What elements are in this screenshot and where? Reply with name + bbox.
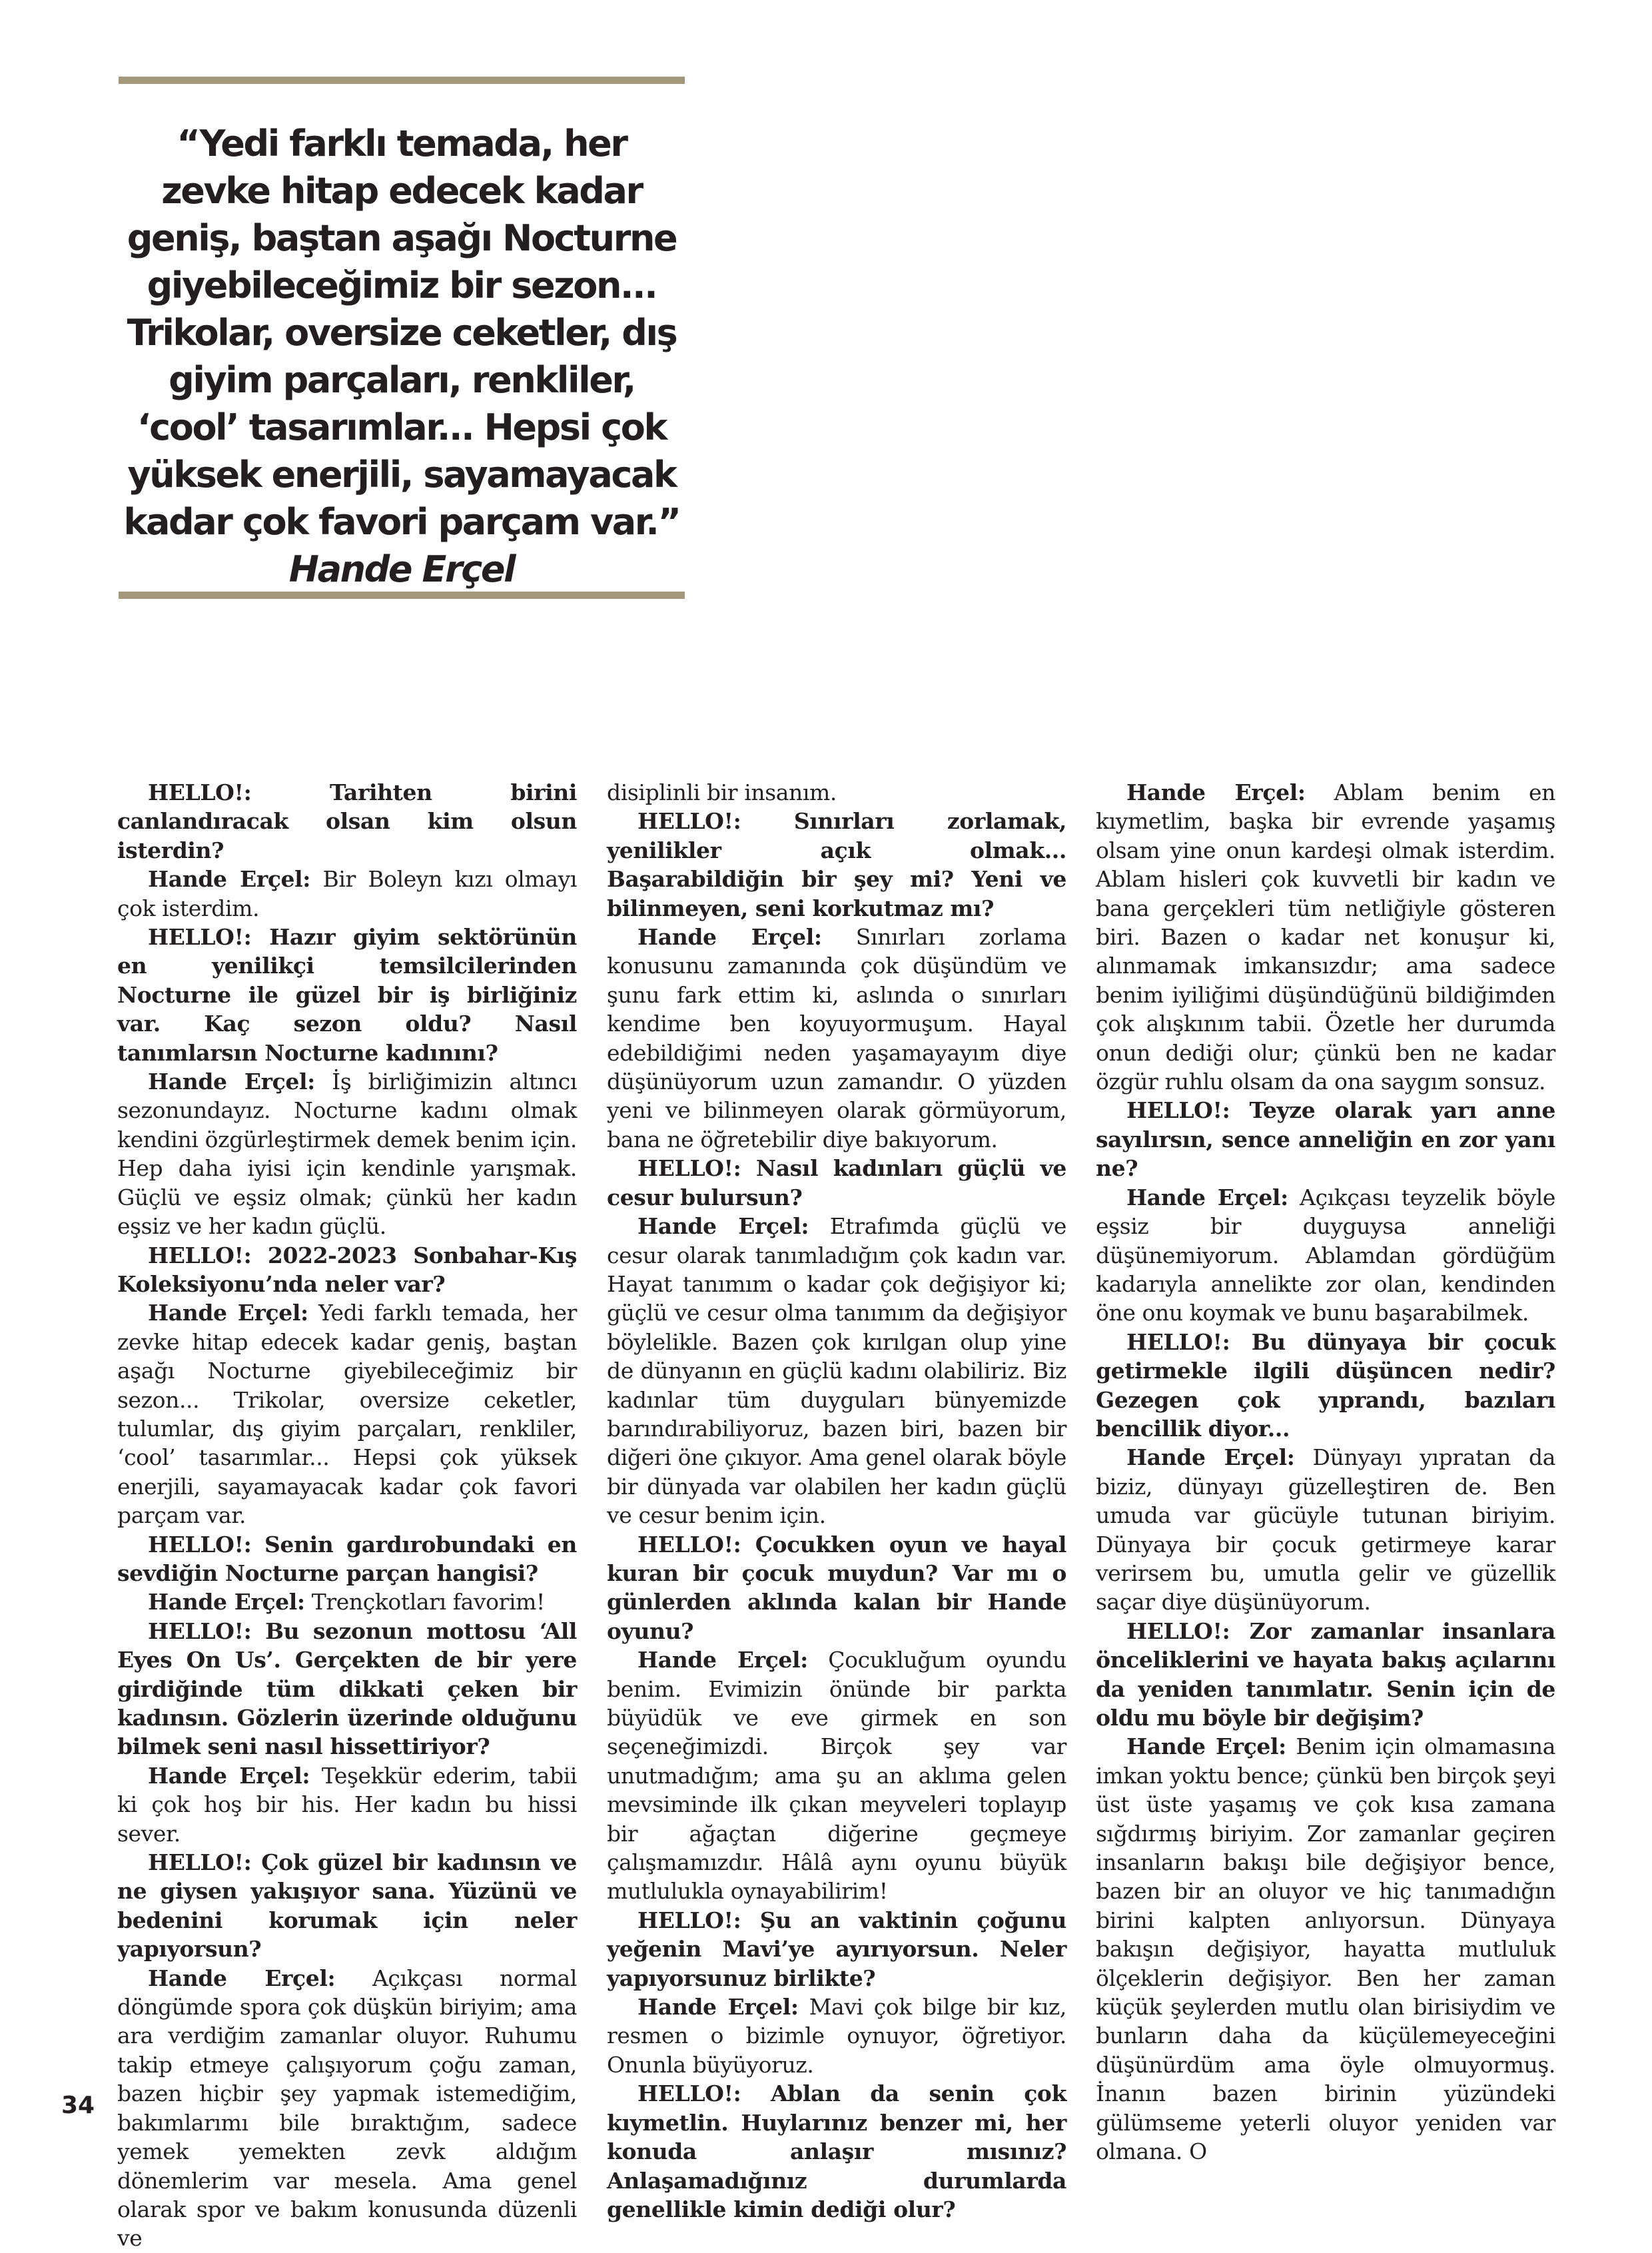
interview-question [607, 1154, 1066, 1212]
question-text: Hazır giyim sektörünün en yenilikçi temsilcilerinden Nocturne ile güzel bir iş birliğiniz var. Kaç sezon oldu? Nasıl tanımlarsın Nocturne kadınını? [117, 924, 577, 1066]
answer-text: Mavi çok bilge bir kız, resmen o bizimle oynuyor, öğretiyor. Onunla büyüyoruz. [607, 1994, 1066, 2078]
interview-question [1096, 1096, 1555, 1182]
speaker-label: Hande Erçel: [148, 1069, 315, 1095]
interview-question [117, 1241, 577, 1299]
question-text: Çok güzel bir kadınsın ve ne giysen yakışıyor sana. Yüzünü ve bedenini korumak için neler yapıyorsun? [117, 1849, 577, 1963]
interview-answer [117, 1067, 577, 1240]
speaker-label: HELLO!: [148, 779, 252, 805]
interview-question [117, 1848, 577, 1964]
question-text: Zor zamanlar insanlara önceliklerini ve hayata bakış açılarını da yeniden tanımlatır. Senin için de oldu mu böyle bir değişim? [1096, 1617, 1555, 1731]
question-text: Bu dünyaya bir çocuk getirmekle ilgili düşüncen nedir? Gezegen çok yıprandı, bazıları bencillik diyor... [1096, 1328, 1555, 1442]
speaker-label: HELLO!: [148, 1849, 252, 1876]
speaker-label: Hande Erçel: [1126, 1733, 1286, 1760]
interview-question [607, 2079, 1066, 2224]
speaker-label: HELLO!: [1126, 1097, 1230, 1124]
page-number: 34 [61, 2092, 95, 2119]
speaker-label: Hande Erçel: [1126, 1444, 1295, 1471]
speaker-label: HELLO!: [637, 1531, 741, 1558]
interview-answer [117, 865, 577, 923]
interview-answer [117, 1587, 577, 1616]
answer-text: Açıkçası normal döngümde spora çok düşkün biriyim; ama ara verdiğim zamanlar oluyor. Ruhumu takip etmeye çalışıyorum çoğu zaman, bazen hiçbir şey yapmak istemediğim, bakımlarımı bile bıraktığım, sadece yemek yemekten zevk aldığım dönemlerim var mesela. Ama genel olarak spor ve bakım konusunda düzenli ve [117, 1965, 577, 2252]
answer-text: İş birliğimizin altıncı sezonundayız. Nocturne kadını olmak kendini özgürleştirmek demek benim için. Hep daha iyisi için kendinle yarışmak. Güçlü ve eşsiz olmak; çünkü her kadın eşsiz ve her kadın güçlü. [117, 1069, 577, 1240]
answer-text: Dünyayı yıpratan da biziz, dünyayı güzelleştiren de. Ben umuda var gücüyle tutunan biriyim. Dünyaya bir çocuk getirmeye karar verirsem bu, umutla gelir ve güzellik saçar diye düşünüyorum. [1096, 1444, 1555, 1615]
question-text: Şu an vaktinin çoğunu yeğenin Mavi’ye ayırıyorsun. Neler yapıyorsunuz birlikte? [607, 1907, 1066, 1991]
interview-question [607, 807, 1066, 923]
interview-question [117, 923, 577, 1067]
interview-question [1096, 1328, 1555, 1444]
interview-answer [117, 1964, 577, 2253]
article-column-1 [117, 778, 577, 2252]
speaker-label: HELLO!: [637, 2080, 741, 2107]
speaker-label: Hande Erçel: [637, 924, 822, 951]
speaker-label: Hande Erçel: [637, 1994, 799, 2021]
bottom-rule [119, 592, 685, 599]
interview-answer [117, 1761, 577, 1848]
answer-text: Etrafımda güçlü ve cesur olarak tanımladığım çok kadın var. Hayat tanımım o kadar çok değişiyor ki; güçlü ve cesur olma tanımım da değişiyor böylelikle. Bazen çok kırılgan olup yine de dünyanın en güçlü kadını olabiliriz. Biz kadınlar tüm duyguları bünyemizde barındırabiliyoruz, bazen biri, bazen bir diğeri öne çıkıyor. Ama genel olarak böyle bir dünyada var olabilen her kadın güçlü ve cesur benim için. [607, 1213, 1066, 1529]
interview-answer [117, 1298, 577, 1530]
speaker-label: HELLO!: [637, 808, 741, 835]
interview-question [117, 1617, 577, 1761]
answer-text: Bir Boleyn kızı olmayı çok isterdim. [117, 866, 577, 921]
answer-text: Teşekkür ederim, tabii ki çok hoş bir his. Her kadın bu hissi sever. [117, 1762, 577, 1847]
pull-quote-text: “Yedi farklı temada, her zevke hitap edecek kadar geniş, baştan aşağı Nocturne giyebileceğimiz bir sezon... Trikolar, oversize ceketler, dış giyim parçaları, renkliler, ‘cool’ tasarımlar... Hepsi çok yüksek enerjili, sayamayacak kadar çok favori parçam var.” [123, 123, 680, 543]
speaker-label: Hande Erçel: [637, 1213, 809, 1240]
speaker-label: Hande Erçel: [1126, 1184, 1288, 1210]
question-text: 2022-2023 Sonbahar-Kış Koleksiyonu’nda neler var? [117, 1242, 577, 1297]
interview-answer [1096, 1443, 1555, 1616]
speaker-label: HELLO!: [1126, 1328, 1230, 1355]
interview-question [117, 1530, 577, 1588]
speaker-label: HELLO!: [148, 1617, 252, 1644]
question-text: Bu sezonun mottosu ‘All Eyes On Us’. Gerçekten de bir yere girdiğinde tüm dikkati çeken bir kadınsın. Gözlerin üzerinde olduğunu bilmek seni nasıl hissettiriyor? [117, 1617, 577, 1760]
interview-answer [607, 778, 1066, 807]
answer-text: Açıkçası teyzelik böyle eşsiz bir duyguysa anneliği düşünemiyorum. Ablamdan gördüğüm kadarıyla annelikte zor olan, kendinden öne onu koymak ve bunu başarabilmek. [1096, 1184, 1555, 1326]
speaker-label: Hande Erçel: [148, 1762, 310, 1789]
interview-answer [607, 923, 1066, 1154]
answer-text: Çocukluğum oyundu benim. Evimizin önünde bir parkta büyüdük ve eve girmek en son seçeneğimizdi. Birçok şey var unutmadığım; ama şu an aklıma gelen mevsiminde ilk çıkan meyveleri toplayıp bir ağaçtan diğerine geçmeye çalışmamızdır. Hâlâ aynı oyunu büyük mutlulukla oynayabilirim! [607, 1647, 1066, 1905]
interview-answer [607, 1645, 1066, 1906]
speaker-label: HELLO!: [148, 924, 252, 951]
pull-quote [120, 120, 683, 593]
answer-text: Sınırları zorlama konusunu zamanında çok düşündüm ve şunu fark ettim ki, aslında o sınırları kendime ben koyuyormuşum. Hayal edebildiğimi neden yaşamayayım diye düşünüyorum uzun zamandır. O yüzden yeni ve bilinmeyen olarak görmüyorum, bana ne öğretebilir diye bakıyorum. [607, 924, 1066, 1152]
speaker-label: HELLO!: [637, 1155, 741, 1182]
interview-question [1096, 1617, 1555, 1733]
answer-text: Ablam benim en kıymetlim, başka bir evrende yaşamış olsam yine onun kardeşi olmak isterdim. Ablam hisleri çok kuvvetli bir kadın ve bana gerçekleri tüm netliğiyle gösteren biri. Bazen o kadar net konuşur ki, alınmamak imkansızdır; ama sadece benim iyiliğimi düşündüğünü bildiğimden çok alışkınım tabii. Özetle her durumda onun dediği olur; çünkü ben ne kadar özgür ruhlu olsam da ona saygım sonsuz. [1096, 779, 1555, 1095]
article-column-3 [1096, 778, 1555, 2165]
answer-text: Trençkotları favorim! [304, 1589, 545, 1615]
interview-question [607, 1906, 1066, 1993]
pull-quote-author: Hande Erçel [288, 548, 515, 590]
article-column-2 [607, 778, 1066, 2222]
speaker-label: HELLO!: [148, 1242, 252, 1268]
speaker-label: Hande Erçel: [148, 866, 311, 893]
speaker-label: Hande Erçel: [148, 1300, 308, 1326]
interview-answer [1096, 1183, 1555, 1328]
interview-question [117, 778, 577, 865]
speaker-label: HELLO!: [637, 1907, 741, 1933]
speaker-label: Hande Erçel: [148, 1589, 305, 1615]
answer-text: Yedi farklı temada, her zevke hitap edecek kadar geniş, baştan aşağı Nocturne giyebileceğimiz bir sezon... Trikolar, oversize ceketler, tulumlar, dış giyim parçaları, renkliler, ‘cool’ tasarımlar... Hepsi çok yüksek enerjili, sayamayacak kadar çok favori parçam var. [117, 1300, 577, 1529]
question-text: Senin gardırobundaki en sevdiğin Nocturne parçan hangisi? [117, 1531, 577, 1586]
question-text: Çocukken oyun ve hayal kuran bir çocuk muydun? Var mı o günlerden aklında kalan bir Hande oyunu? [607, 1531, 1066, 1644]
interview-answer [1096, 1732, 1555, 2166]
speaker-label: HELLO!: [1126, 1617, 1230, 1644]
question-text: Nasıl kadınları güçlü ve cesur bulursun? [607, 1155, 1066, 1210]
top-rule [119, 77, 685, 84]
question-text: Sınırları zorlamak, yenilikler açık olmak... Başarabildiğin bir şey mi? Yeni ve bilinmeyen, seni korkutmaz mı? [607, 808, 1066, 921]
interview-answer [607, 1993, 1066, 2079]
question-text: Ablan da senin çok kıymetlin. Huylarınız benzer mi, her konuda anlaşır mısınız? Anlaşamadığınız durumlarda genellikle kimin dediği olur? [607, 2080, 1066, 2222]
interview-answer [607, 1212, 1066, 1530]
speaker-label: Hande Erçel: [637, 1647, 808, 1673]
interview-question [607, 1530, 1066, 1646]
interview-answer [1096, 778, 1555, 1096]
speaker-label: Hande Erçel: [1126, 779, 1306, 805]
answer-text: Benim için olmamasına imkan yoktu bence; çünkü ben birçok şeyi üst üste yaşamış ve çok kısa zamana sığdırmış biriyim. Zor zamanlar geçiren insanların bakışı bile değişiyor bence, bazen bir an oluyor ve hiç tanımadığın birini kalpten anlıyorsun. Dünyaya bakışın değişiyor, hayatta mutluluk ölçeklerin değişiyor. Ben her zaman küçük şeylerden mutlu olan birisiydim ve bunların daha da küçülemeyeceğini düşünürdüm ama öyle olmuyormuş. İnanın bazen birinin yüzündeki gülümseme yeterli oluyor yeniden var olmana. O [1096, 1733, 1555, 2165]
speaker-label: Hande Erçel: [148, 1965, 336, 1991]
speaker-label: HELLO!: [148, 1531, 252, 1558]
question-text: Tarihten birini canlandıracak olsan kim olsun isterdin? [117, 779, 577, 863]
question-text: Teyze olarak yarı anne sayılırsın, sence anneliğin en zor yanı ne? [1096, 1097, 1555, 1182]
answer-text: disiplinli bir insanım. [607, 779, 837, 805]
